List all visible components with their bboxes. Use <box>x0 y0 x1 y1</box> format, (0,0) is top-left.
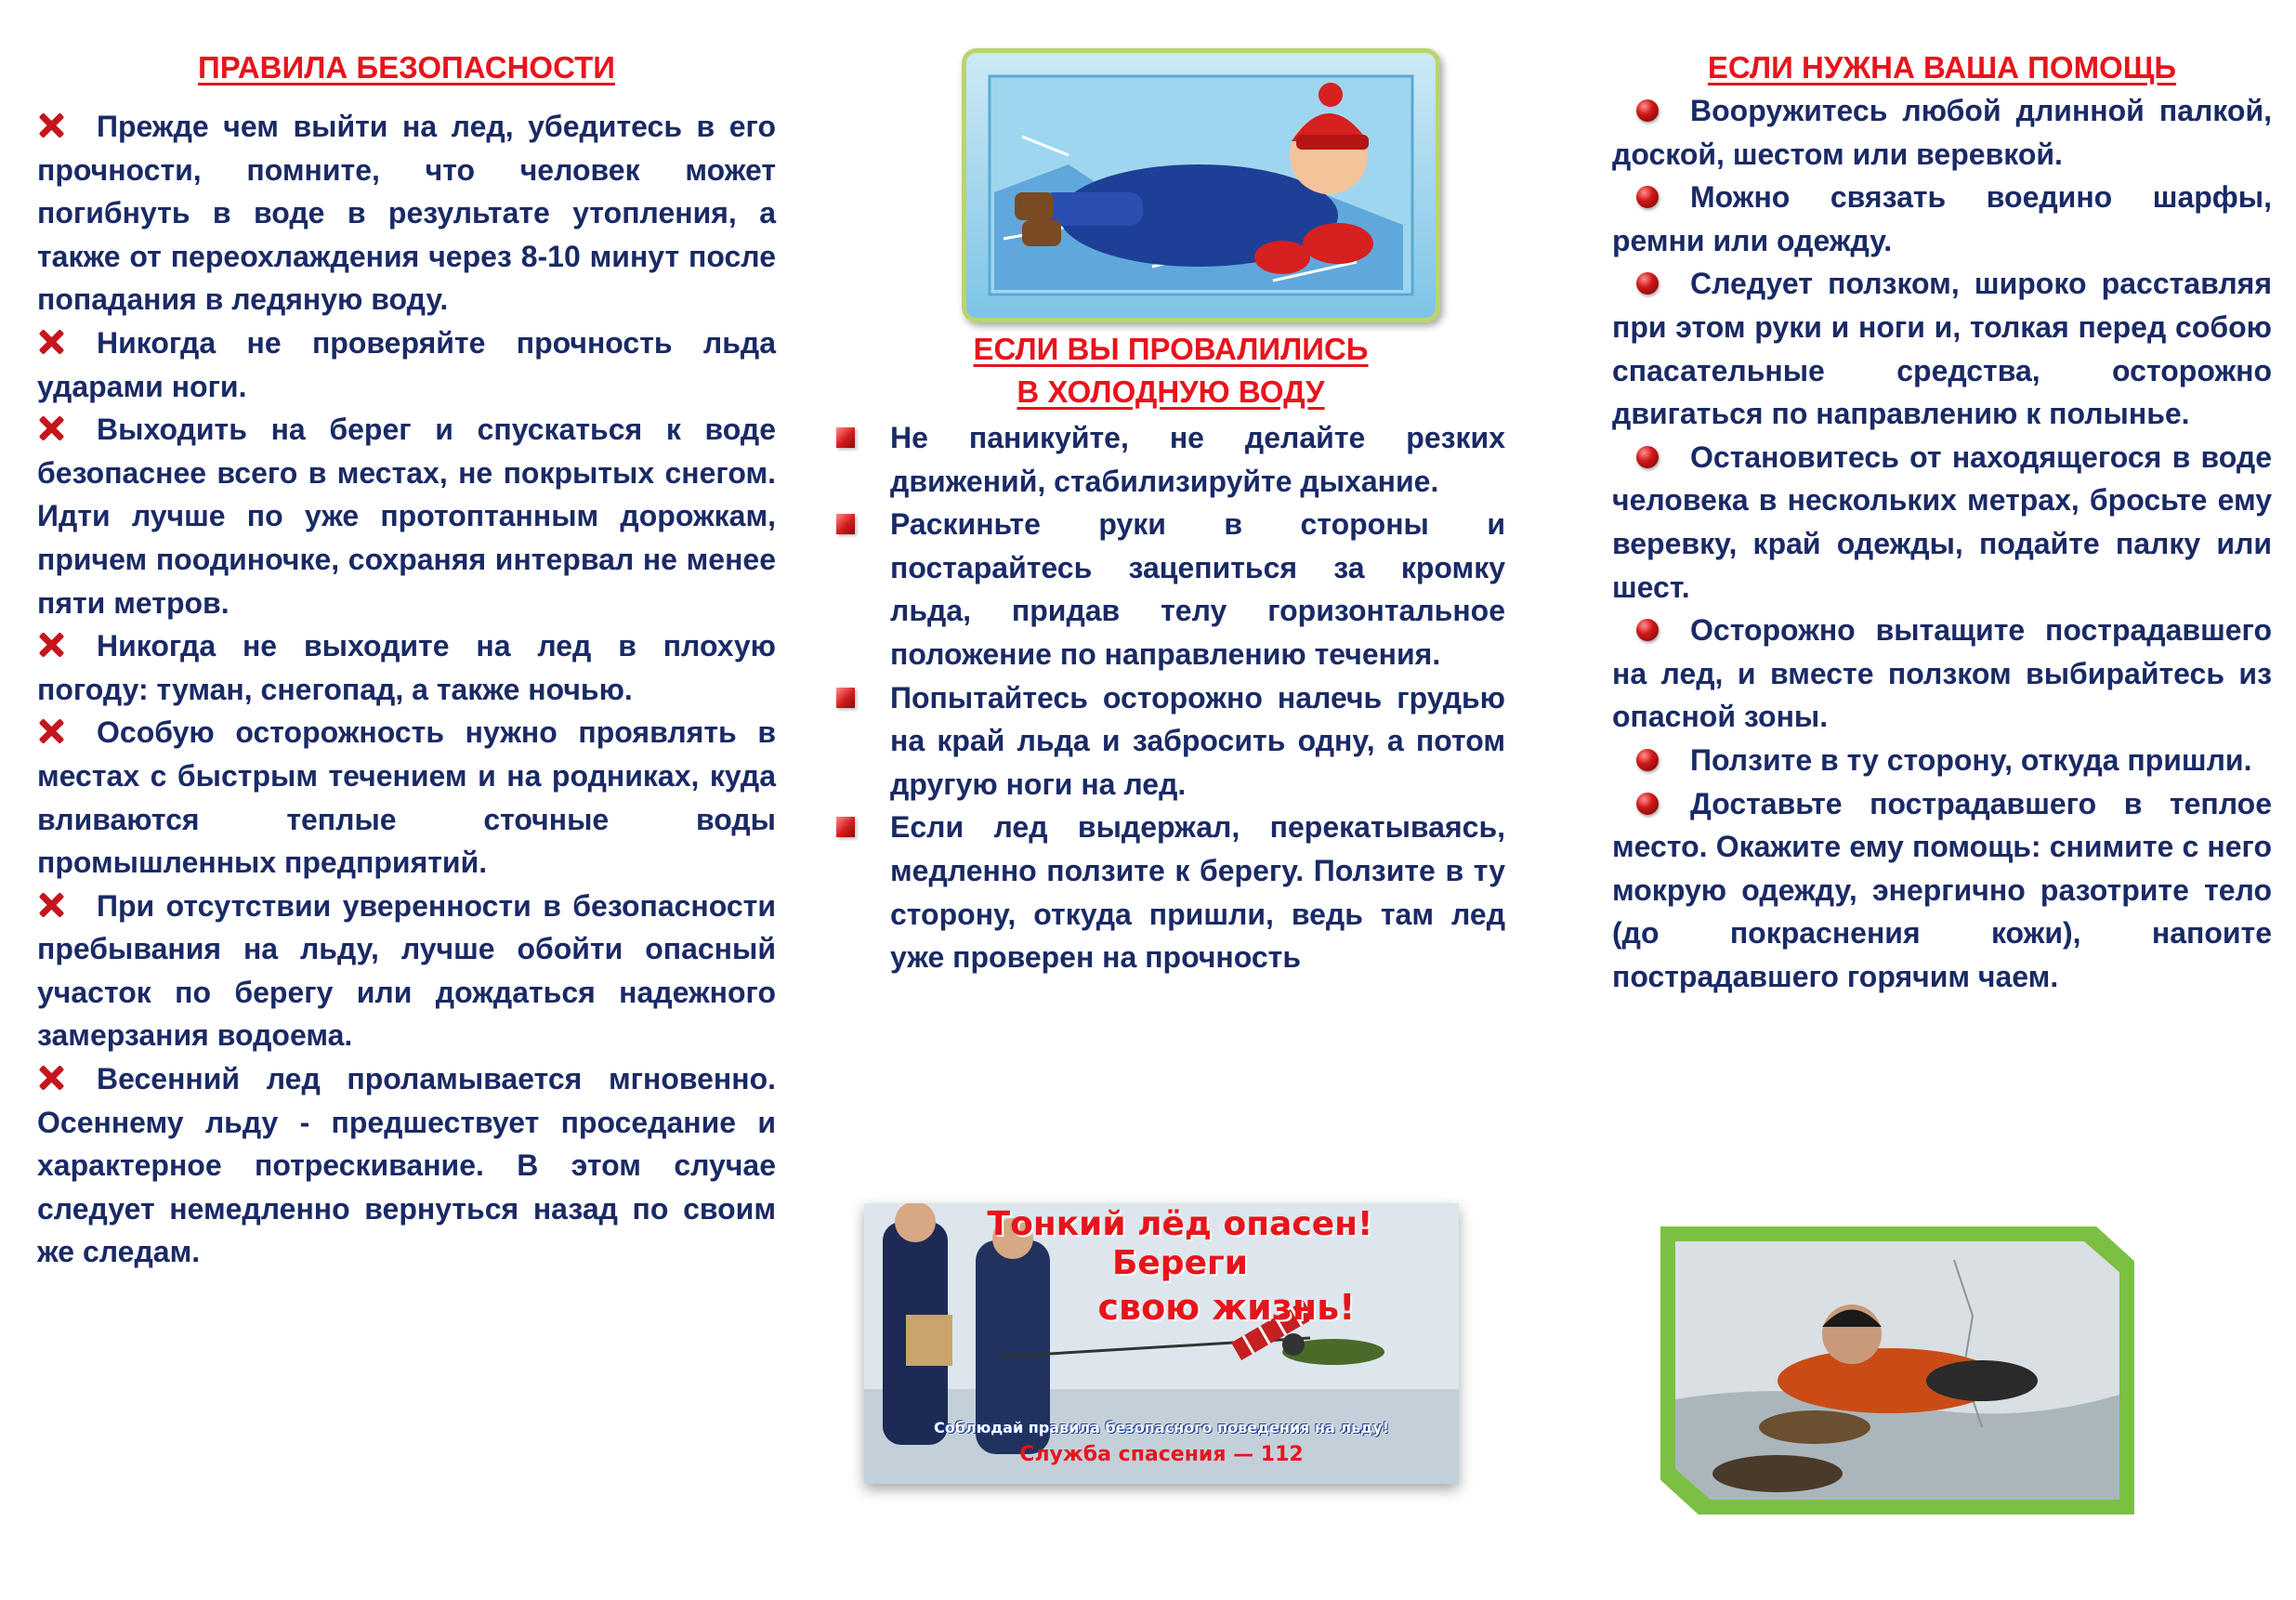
cross-icon <box>37 112 63 138</box>
list-item-text: Никогда не выходите на лед в плохую погоду: туман, снегопад, а также ночью. <box>37 629 776 706</box>
list-item <box>890 416 1505 503</box>
list-item-text: Весенний лед проламывается мгновенно. Осеннему льду - предшествует проседание и характерное потрескивание. В этом случае следует немедленно вернуться назад по своим же следам. <box>37 1062 776 1269</box>
list-item-text: Осторожно вытащите пострадавшего на лед, и вместе ползком выбирайтесь из опасной зоны. <box>1612 613 2272 734</box>
list-item <box>1612 89 2272 176</box>
list-item-text: Ползите в ту сторону, откуда пришли. <box>1690 742 2252 777</box>
cross-icon <box>37 415 63 441</box>
list-item-text: Никогда не проверяйте прочность льда ударами ноги. <box>37 325 776 403</box>
cross-icon <box>37 718 63 744</box>
help-heading: ЕСЛИ НУЖНА ВАША ПОМОЩЬ <box>1707 50 2177 85</box>
list-item <box>1612 436 2272 609</box>
rescuer-on-ice-image <box>1675 1241 2119 1500</box>
ball-bullet-icon <box>1636 749 1659 771</box>
list-item-text: Прежде чем выйти на лед, убедитесь в его прочности, помните, что человек может погибнуть в воде в результате утопления, а также от переохлаждения через 8-10 минут после попадания в ледяную воду. <box>37 110 776 317</box>
list-item <box>1612 739 2272 782</box>
poster-subline: Береги <box>1111 1244 1249 1282</box>
list-item <box>37 408 776 624</box>
fell-through-list <box>890 416 1505 979</box>
square-bullet-icon <box>836 817 855 837</box>
fell-through-heading-line1: ЕСЛИ ВЫ ПРОВАЛИЛИСЬ <box>973 332 1369 366</box>
list-item-text: Если лед выдержал, перекатываясь, медленно ползите к берегу. Ползите в ту сторону, откуда пришли, ведь там лед уже проверен на прочность <box>890 810 1505 975</box>
list-item <box>1612 609 2272 739</box>
list-item <box>37 711 776 884</box>
list-item <box>37 885 776 1057</box>
thin-ice-poster <box>864 1203 1459 1484</box>
list-item <box>1612 262 2272 435</box>
cross-icon <box>37 1065 63 1091</box>
list-item-text: Доставьте пострадавшего в теплое место. Окажите ему помощь: снимите с него мокрую одежду, энергично разотрите тело (до покраснения кожи), напоите пострадавшего горячим чаем. <box>1612 786 2272 993</box>
list-item <box>37 624 776 711</box>
list-item <box>890 676 1505 807</box>
list-item <box>37 105 776 321</box>
poster-headline: Тонкий лёд опасен! <box>987 1205 1373 1243</box>
list-item-text: Попытайтесь осторожно налечь грудью на край льда и забросить одну, а потом другую ноги на лед. <box>890 680 1505 801</box>
list-item-text: Выходить на берег и спускаться к воде безопаснее всего в местах, не покрытых снегом. Идти лучше по уже протоптанным дорожкам, причем поодиночке, сохраняя интервал не менее пяти метров. <box>37 413 776 620</box>
fell-through-heading-line2: В ХОЛОДНУЮ ВОДУ <box>1017 374 1325 409</box>
ball-bullet-icon <box>1636 272 1659 295</box>
ball-bullet-icon <box>1636 793 1659 815</box>
ice-hole-illustration <box>962 48 1440 322</box>
ball-bullet-icon <box>1636 186 1659 208</box>
cross-icon <box>37 632 63 658</box>
square-bullet-icon <box>836 427 855 448</box>
list-item-text: Остановитесь от находящегося в воде человека в нескольких метрах, бросьте ему веревку, край одежды, подайте палку или шест. <box>1612 439 2272 604</box>
list-item-text: Следует ползком, широко расставляя при этом руки и ноги и, толкая перед собою спасательные средства, осторожно двигаться по направлению к полынье. <box>1612 267 2272 431</box>
poster-rules-text: Соблюдай правила безопасного поведения на льду! <box>934 1419 1389 1436</box>
list-item <box>1612 782 2272 999</box>
list-item-text: Можно связать воедино шарфы, ремни или одежду. <box>1612 180 2272 257</box>
rescuer-photo <box>1675 1241 2119 1500</box>
list-item <box>37 1057 776 1274</box>
poster-subline-2: свою жизнь! <box>1097 1287 1356 1328</box>
cross-icon <box>37 892 63 918</box>
list-item <box>890 503 1505 675</box>
list-item-text: Вооружитесь любой длинной палкой, доской, шестом или веревкой. <box>1612 94 2272 171</box>
list-item-text: Особую осторожность нужно проявлять в местах с быстрым течением и на родниках, куда вливаются теплые сточные воды промышленных предприятий. <box>37 715 776 880</box>
safety-rules-list <box>37 105 776 1274</box>
list-item <box>890 806 1505 978</box>
list-item-text: При отсутствии уверенности в безопасности пребывания на льду, лучше обойти опасный участок по берегу или дождаться надежного замерзания водоема. <box>37 888 776 1053</box>
square-bullet-icon <box>836 688 855 708</box>
ball-bullet-icon <box>1636 99 1659 122</box>
list-item-text: Не паникуйте, не делайте резких движений, стабилизируйте дыхание. <box>890 421 1505 498</box>
boy-on-ice-image <box>966 53 1436 318</box>
cross-icon <box>37 329 63 355</box>
safety-rules-heading: ПРАВИЛА БЕЗОПАСНОСТИ <box>198 50 615 85</box>
list-item <box>37 321 776 408</box>
list-item <box>1612 176 2272 262</box>
poster-rescue-number: Служба спасения — 112 <box>1019 1443 1304 1466</box>
ball-bullet-icon <box>1636 619 1659 641</box>
rescuer-photo-frame <box>1660 1226 2134 1515</box>
ball-bullet-icon <box>1636 446 1659 468</box>
square-bullet-icon <box>836 514 855 534</box>
list-item-text: Раскиньте руки в стороны и постарайтесь зацепиться за кромку льда, придав телу горизонтальное положение по направлению течения. <box>890 507 1505 671</box>
help-list <box>1612 89 2272 998</box>
